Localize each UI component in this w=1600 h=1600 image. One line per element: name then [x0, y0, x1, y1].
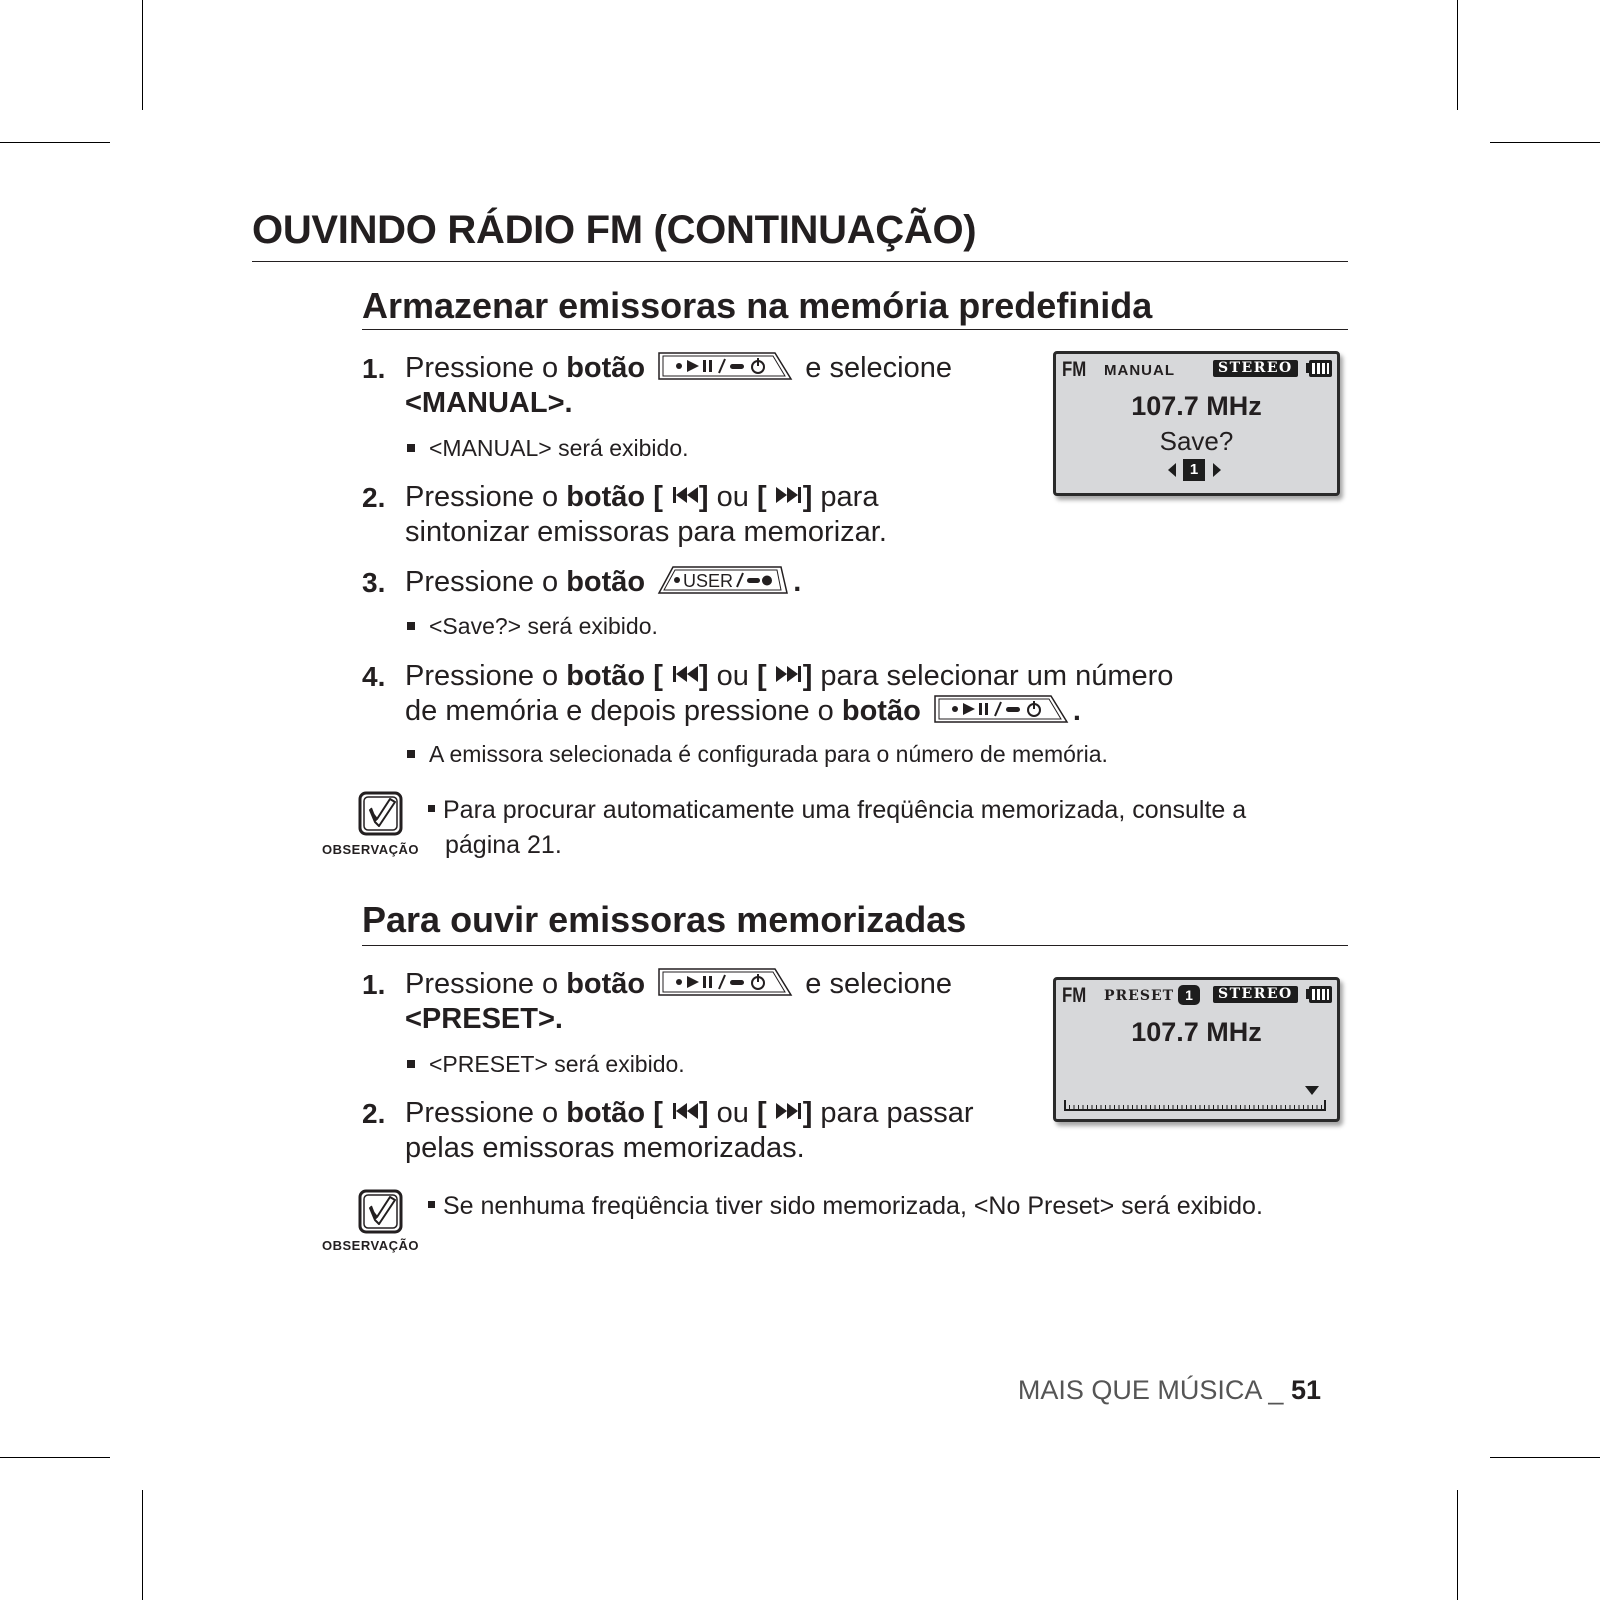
tuner-pointer-icon — [1305, 1086, 1319, 1096]
scale-tick — [1186, 1105, 1187, 1110]
crop-mark — [1490, 1457, 1600, 1458]
scale-tick — [1276, 1105, 1277, 1110]
frequency-display: 107.7 MHz — [1131, 391, 1262, 421]
mode-label: PRESET — [1104, 988, 1175, 1004]
scale-tick — [1173, 1105, 1174, 1110]
step-text — [405, 566, 801, 599]
stereo-badge: STEREO — [1213, 360, 1298, 377]
crop-mark — [0, 1457, 110, 1458]
preset-number-badge: 1 — [1178, 985, 1200, 1005]
skip-back-icon — [671, 484, 699, 506]
scale-tick — [1177, 1105, 1178, 1110]
step-text-part: Pressione o — [405, 1097, 567, 1129]
step-text-bold: ] — [802, 481, 813, 513]
crop-mark — [0, 142, 110, 143]
scale-tick — [1128, 1105, 1129, 1110]
scale-tick — [1303, 1105, 1304, 1110]
note-pencil-icon — [357, 790, 405, 838]
bullet-square — [428, 805, 435, 812]
scale-tick — [1069, 1105, 1070, 1110]
scale-tick — [1236, 1105, 1237, 1110]
step-text-part: para passar — [812, 1097, 974, 1129]
step-text — [405, 352, 952, 385]
scale-tick — [1114, 1105, 1115, 1110]
battery-icon — [1306, 360, 1332, 377]
arrow-right-icon — [1212, 462, 1222, 478]
step-text-bold: botão — [566, 968, 646, 1000]
section-rule — [362, 329, 1348, 330]
step-bullet — [407, 741, 1108, 768]
title-rule — [252, 261, 1348, 262]
page-footer — [1018, 1375, 1321, 1406]
scale-tick — [1308, 1105, 1309, 1110]
scale-tick — [1087, 1105, 1088, 1110]
frequency-display: 107.7 MHz — [1131, 1017, 1262, 1047]
note-text — [428, 1192, 1263, 1221]
step-text-part: Pressione o — [405, 660, 567, 692]
step-text — [405, 660, 1173, 693]
step-text-bold: botão [ — [566, 660, 663, 692]
band-label: FM — [1062, 358, 1087, 381]
step-text-bold: ] — [698, 1097, 717, 1129]
scale-tick — [1227, 1105, 1228, 1110]
bullet-text: A emissora selecionada é configurada para o número de memória. — [429, 741, 1108, 767]
scale-tick — [1119, 1105, 1120, 1110]
scale-tick — [1137, 1105, 1138, 1110]
step-text-bold: botão — [566, 352, 646, 384]
crop-mark — [1457, 1490, 1458, 1600]
scale-tick — [1155, 1105, 1156, 1110]
stereo-badge: STEREO — [1213, 986, 1298, 1003]
step-text-part: para selecionar um número — [812, 660, 1174, 692]
step-text-line2 — [405, 1003, 563, 1036]
step-text-bold: ] — [698, 660, 717, 692]
preset-selector — [1167, 459, 1227, 481]
scale-tick — [1321, 1105, 1322, 1110]
step-text-bold: . — [793, 566, 802, 598]
scale-tick — [1285, 1105, 1286, 1110]
scale-tick — [1218, 1105, 1219, 1110]
step-text-bold: <PRESET>. — [405, 1003, 563, 1035]
scale-tick — [1159, 1105, 1160, 1110]
scale-tick — [1240, 1105, 1241, 1110]
scale-tick — [1195, 1105, 1196, 1110]
step-text — [405, 1097, 974, 1130]
step-text-part: para — [812, 481, 879, 513]
step-text-line2: sintonizar emissoras para memorizar. — [405, 516, 887, 548]
scale-tick — [1290, 1105, 1291, 1110]
crop-mark — [142, 1490, 143, 1600]
bullet-square — [407, 1060, 415, 1068]
save-prompt: Save? — [1159, 426, 1234, 456]
section-heading: Armazenar emissoras na memória predefinida — [362, 285, 1153, 326]
scale-tick — [1267, 1105, 1268, 1110]
step-number: 1. — [362, 969, 386, 1000]
note-label: OBSERVAÇÃO — [322, 1238, 419, 1253]
arrow-left-icon — [1167, 462, 1177, 478]
frequency-scale — [1064, 1098, 1326, 1112]
step-text-line2: pelas emissoras memorizadas. — [405, 1132, 805, 1164]
step-bullet — [407, 435, 689, 462]
scale-tick — [1294, 1105, 1295, 1110]
scale-tick — [1204, 1105, 1205, 1110]
step-text-part: e selecione — [805, 352, 952, 384]
step-text-bold: botão [ — [566, 481, 663, 513]
step-text-part: ou — [716, 1097, 749, 1129]
bullet-text: <MANUAL> será exibido. — [429, 435, 689, 461]
page-title: OUVINDO RÁDIO FM (CONTINUAÇÃO) — [252, 208, 977, 252]
note-text-line2: página 21. — [445, 831, 562, 859]
scale-tick — [1281, 1105, 1282, 1110]
scale-tick — [1123, 1105, 1124, 1110]
scale-tick — [1083, 1105, 1084, 1110]
skip-back-icon — [671, 1100, 699, 1122]
step-text-bold: botão — [566, 566, 646, 598]
step-number: 1. — [362, 353, 386, 384]
bullet-square — [407, 622, 415, 630]
step-text-part: Pressione o — [405, 566, 567, 598]
step-text-bold: [ — [748, 1097, 767, 1129]
step-text — [405, 481, 878, 514]
footer-text: MAIS QUE MÚSICA _ — [1017, 1375, 1291, 1405]
play-pause-power-button-icon — [657, 351, 793, 381]
scale-tick — [1110, 1105, 1111, 1110]
mode-label: MANUAL — [1104, 362, 1175, 379]
scale-tick — [1231, 1105, 1232, 1110]
skip-forward-icon — [775, 484, 803, 506]
step-text-line2 — [405, 695, 1081, 728]
scale-tick — [1209, 1105, 1210, 1110]
scale-tick — [1258, 1105, 1259, 1110]
step-text-part: Pressione o — [405, 481, 567, 513]
step-text-line2 — [405, 387, 573, 420]
scale-tick — [1092, 1105, 1093, 1110]
bullet-square — [407, 444, 415, 452]
battery-icon — [1306, 986, 1332, 1003]
step-text-bold: [ — [748, 481, 767, 513]
step-text-bold: ] — [698, 481, 717, 513]
step-number: 2. — [362, 1098, 386, 1129]
step-number: 3. — [362, 567, 386, 598]
crop-mark — [142, 0, 143, 110]
step-text-bold: ] — [802, 660, 813, 692]
user-record-button-icon — [657, 565, 789, 595]
scale-tick — [1096, 1105, 1097, 1110]
scale-tick — [1317, 1105, 1318, 1110]
scale-tick — [1074, 1105, 1075, 1110]
step-bullet — [407, 1051, 685, 1078]
step-text — [405, 968, 952, 1001]
scale-tick — [1191, 1105, 1192, 1110]
step-text-part: de memória e depois pressione o — [405, 695, 842, 727]
band-label: FM — [1062, 984, 1087, 1007]
scale-tick — [1105, 1105, 1106, 1110]
scale-tick — [1101, 1105, 1102, 1110]
scale-tick — [1312, 1105, 1313, 1110]
note-line: Para procurar automaticamente uma freqüência memorizada, consulte a — [443, 796, 1247, 824]
scale-tick — [1132, 1105, 1133, 1110]
step-text-part: Pressione o — [405, 352, 567, 384]
bullet-text: <Save?> será exibido. — [429, 613, 658, 639]
step-number: 4. — [362, 661, 386, 692]
bullet-square — [407, 750, 415, 758]
scale-tick — [1245, 1105, 1246, 1110]
play-pause-power-button-icon — [933, 694, 1069, 724]
scale-tick — [1146, 1105, 1147, 1110]
scale-tick — [1213, 1105, 1214, 1110]
scale-tick — [1254, 1105, 1255, 1110]
scale-tick — [1200, 1105, 1201, 1110]
scale-tick — [1182, 1105, 1183, 1110]
step-text-part: ou — [716, 481, 749, 513]
step-text-bold: botão [ — [566, 1097, 663, 1129]
section-heading: Para ouvir emissoras memorizadas — [362, 899, 967, 940]
step-text-part: Pressione o — [405, 968, 567, 1000]
scale-tick — [1078, 1105, 1079, 1110]
scale-tick — [1150, 1105, 1151, 1110]
device-screen-manual — [1053, 351, 1340, 496]
preset-number-badge: 1 — [1183, 459, 1205, 481]
step-bullet — [407, 613, 658, 640]
scale-tick — [1249, 1105, 1250, 1110]
step-text-bold: [ — [748, 660, 767, 692]
device-screen-preset — [1053, 977, 1340, 1122]
user-button-label: USER — [683, 571, 734, 592]
scale-tick — [1222, 1105, 1223, 1110]
section-rule — [362, 945, 1348, 946]
skip-forward-icon — [775, 1100, 803, 1122]
crop-mark — [1457, 0, 1458, 110]
bullet-text: <PRESET> será exibido. — [429, 1051, 685, 1077]
note-label: OBSERVAÇÃO — [322, 842, 419, 857]
note-line: Se nenhuma freqüência tiver sido memorizada, <No Preset> será exibido. — [443, 1192, 1263, 1220]
step-text-part: ou — [716, 660, 749, 692]
bullet-square — [428, 1201, 435, 1208]
note-text — [428, 796, 1246, 825]
step-text-bold: ] — [802, 1097, 813, 1129]
play-pause-power-button-icon — [657, 967, 793, 997]
scale-tick — [1141, 1105, 1142, 1110]
scale-tick — [1168, 1105, 1169, 1110]
skip-back-icon — [671, 663, 699, 685]
step-text-part: e selecione — [805, 968, 952, 1000]
step-number: 2. — [362, 482, 386, 513]
note-pencil-icon — [357, 1188, 405, 1236]
step-text-bold: <MANUAL>. — [405, 387, 573, 419]
scale-tick — [1272, 1105, 1273, 1110]
crop-mark — [1490, 142, 1600, 143]
step-text-bold: . — [1072, 695, 1081, 727]
skip-forward-icon — [775, 663, 803, 685]
page-number: 51 — [1290, 1375, 1321, 1405]
scale-tick — [1164, 1105, 1165, 1110]
scale-tick — [1263, 1105, 1264, 1110]
step-text-bold: botão — [841, 695, 921, 727]
scale-tick — [1299, 1105, 1300, 1110]
